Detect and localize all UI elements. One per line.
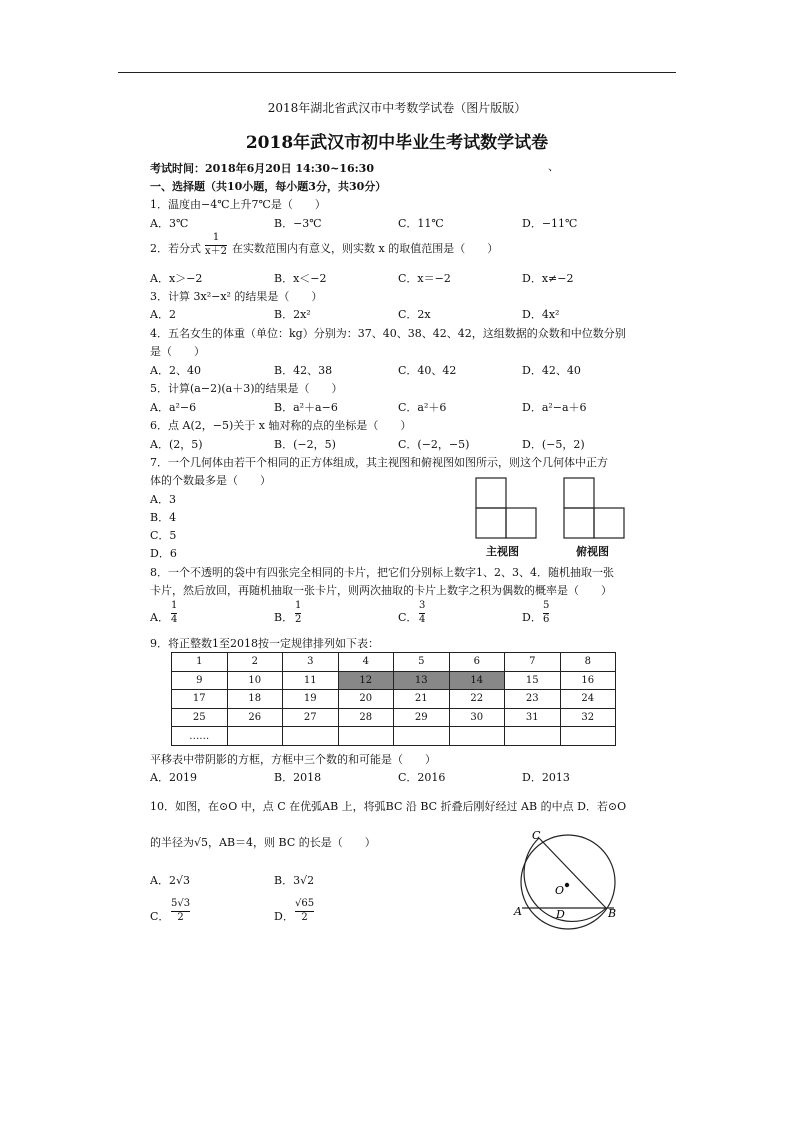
label-a: A (514, 905, 522, 918)
q10-option-b: B．3√2 (274, 874, 315, 887)
q2-denominator: x＋2 (205, 245, 228, 257)
table-cell: 29 (394, 708, 450, 727)
table-cell: 4 (338, 653, 394, 672)
q10-option-d-letter: D． (274, 910, 294, 923)
table-cell: 6 (449, 653, 505, 672)
numerator: 3 (419, 600, 426, 611)
q7-option-d: D．6 (150, 547, 177, 560)
q2-fraction (205, 233, 227, 257)
center-point (565, 883, 569, 887)
numerator: 1 (171, 600, 178, 611)
table-cell: 9 (172, 671, 228, 690)
top-view-cell (594, 508, 624, 538)
table-cell (449, 727, 505, 746)
table-cell: 11 (283, 671, 339, 690)
table-cell: 3 (283, 653, 339, 672)
table-cell: …… (172, 727, 228, 746)
table-cell (338, 727, 394, 746)
q10-option-c-letter: C． (150, 910, 170, 923)
q8-option-a-letter: A． (150, 611, 169, 624)
q3-option-a: A．2 (150, 308, 176, 321)
q5-option-b: B．a²＋a−6 (274, 401, 338, 414)
front-view-label: 主视图 (486, 545, 519, 558)
folded-arc-bc (524, 838, 606, 921)
chord-bc (539, 838, 606, 908)
table-cell: 21 (394, 690, 450, 709)
question-9: 9．将正整数1至2018按一定规律排列如下表： (150, 637, 379, 650)
front-view-cell (476, 508, 506, 538)
q2-option-c: C．x＝−2 (398, 272, 451, 285)
question-9-after: 平移表中带阴影的方框，方框中三个数的和可能是（ ） (150, 753, 436, 766)
table-cell (505, 727, 561, 746)
top-rule (118, 72, 676, 73)
question-10-line1: 10．如图，在⊙O 中，点 C 在优弧AB 上，将弧BC 沿 BC 折叠后刚好经过 AB 的中点 D．若⊙O (150, 800, 627, 813)
table-cell: 25 (172, 708, 228, 727)
table-cell: 23 (505, 690, 561, 709)
table-cell: 17 (172, 690, 228, 709)
q5-option-a: A．a²−6 (150, 401, 197, 414)
q3-option-b: B．2x² (274, 308, 311, 321)
table-cell (283, 727, 339, 746)
q9-option-d: D．2013 (522, 771, 570, 784)
q6-option-b: B．(−2，5) (274, 438, 336, 451)
page-title: 2018年武汉市初中毕业生考试数学试卷 (245, 133, 549, 153)
table-cell: 8 (560, 653, 616, 672)
q9-option-a: A．2019 (150, 771, 197, 784)
top-view-cell (564, 508, 594, 538)
table-row (172, 690, 616, 709)
q8-option-c-letter: C． (398, 611, 418, 624)
q2-option-a: A．x＞−2 (150, 272, 203, 285)
q5-option-d: D．a²−a＋6 (522, 401, 587, 414)
denominator: 2 (295, 613, 302, 625)
table-cell: 2 (227, 653, 283, 672)
table-cell: 1 (172, 653, 228, 672)
q5-option-c: C．a²＋6 (398, 401, 447, 414)
q8-option-c (419, 601, 425, 625)
table-cell: 31 (505, 708, 561, 727)
circle-o (521, 835, 615, 929)
q3-option-c: C．2x (398, 308, 431, 321)
q10-option-a: A．2√3 (150, 874, 190, 887)
denominator: 2 (177, 911, 184, 923)
table-cell: 26 (227, 708, 283, 727)
q3-option-d: D．4x² (522, 308, 560, 321)
numerator: 5 (543, 600, 550, 611)
question-7-line2: 体的个数最多是（ ） (150, 474, 271, 487)
q10-option-d (295, 899, 314, 923)
section-heading: 一、选择题（共10小题，每小题3分，共30分） (150, 180, 387, 193)
table-cell: 16 (560, 671, 616, 690)
denominator: 4 (171, 613, 178, 625)
q7-option-a: A．3 (150, 493, 176, 506)
q7-option-b: B．4 (150, 511, 177, 524)
q2-option-b: B．x＜−2 (274, 272, 327, 285)
label-d: D (556, 908, 565, 921)
table-cell: 19 (283, 690, 339, 709)
table-cell: 15 (505, 671, 561, 690)
q8-option-a (171, 601, 177, 625)
question-8-line2: 卡片，然后放回，再随机抽取一张卡片，则两次抽取的卡片上数字之积为偶数的概率是（ ） (150, 584, 612, 597)
question-5: 5．计算(a−2)(a＋3)的结果是（ ） (150, 382, 343, 395)
q9-option-c: C．2016 (398, 771, 446, 784)
exam-time: 考试时间：2018年6月20日 14:30~16:30 (150, 162, 374, 175)
front-view-cell (506, 508, 536, 538)
q10-circle-figure (510, 830, 630, 935)
label-c: C (532, 830, 541, 842)
q2-option-d: D．x≠−2 (522, 272, 574, 285)
table-cell: 5 (394, 653, 450, 672)
q1-option-b: B．−3℃ (274, 217, 322, 230)
q4-option-a: A．2、40 (150, 364, 201, 377)
question-1: 1．温度由−4℃上升7℃是（ ） (150, 198, 326, 211)
q8-option-b-letter: B． (274, 611, 294, 624)
q7-option-c: C．5 (150, 529, 177, 542)
q1-option-a: A．3℃ (150, 217, 189, 230)
question-3: 3．计算 3x²−x² 的结果是（ ） (150, 290, 323, 303)
table-cell: 27 (283, 708, 339, 727)
table-cell: 7 (505, 653, 561, 672)
question-4-line2: 是（ ） (150, 345, 205, 358)
q4-option-d: D．42、40 (522, 364, 581, 377)
q8-option-b (295, 601, 301, 625)
table-cell: 24 (560, 690, 616, 709)
question-4-line1: 4．五名女生的体重（单位：kg）分别为：37、40、38、42、42，这组数据的众数和中位数分别 (150, 327, 626, 340)
label-o: O (555, 884, 565, 897)
page-header: 2018年湖北省武汉市中考数学试卷（图片版版） (267, 101, 527, 115)
shaded-cell: 12 (338, 671, 394, 690)
table-cell (394, 727, 450, 746)
denominator: 4 (419, 613, 426, 625)
stray-mark: 、 (548, 160, 559, 173)
table-cell: 22 (449, 690, 505, 709)
table-cell: 18 (227, 690, 283, 709)
q8-option-d (543, 601, 549, 625)
table-row (172, 653, 616, 672)
top-view-cell (564, 478, 594, 508)
top-view-label: 俯视图 (576, 545, 609, 558)
denominator: 2 (301, 911, 308, 923)
q8-option-d-letter: D． (522, 611, 542, 624)
question-10-line2: 的半径为√5，AB＝4，则 BC 的长是（ ） (150, 836, 376, 849)
numerator: 1 (295, 600, 302, 611)
shaded-cell: 14 (449, 671, 505, 690)
shaded-cell: 13 (394, 671, 450, 690)
table-cell: 30 (449, 708, 505, 727)
label-b: B (608, 907, 617, 920)
q4-option-b: B．42、38 (274, 364, 333, 377)
question-2-pre: 2．若分式 (150, 242, 201, 255)
q1-option-d: D．−11℃ (522, 217, 578, 230)
q2-numerator: 1 (212, 232, 220, 243)
question-7-line1: 7．一个几何体由若干个相同的正方体组成，其主视图和俯视图如图所示，则这个几何体中正方 (150, 456, 608, 469)
table-row (172, 727, 616, 746)
front-view-cell (476, 478, 506, 508)
question-6: 6．点 A(2，−5)关于 x 轴对称的点的坐标是（ ） (150, 419, 412, 432)
q6-option-a: A．(2，5) (150, 438, 203, 451)
numerator: √65 (295, 898, 315, 909)
question-8-line1: 8．一个不透明的袋中有四张完全相同的卡片，把它们分别标上数字1、2、3、4．随机抽取一张 (150, 566, 614, 579)
number-grid-table (171, 652, 616, 746)
q7-views-figure (470, 474, 630, 542)
table-cell (560, 727, 616, 746)
table-row (172, 671, 616, 690)
q10-option-c (171, 899, 190, 923)
question-2-post: 在实数范围内有意义，则实数 x 的取值范围是（ ） (232, 242, 499, 255)
numerator: 5√3 (171, 898, 191, 909)
table-cell: 10 (227, 671, 283, 690)
q9-option-b: B．2018 (274, 771, 322, 784)
q1-option-c: C．11℃ (398, 217, 444, 230)
table-cell: 32 (560, 708, 616, 727)
table-cell (227, 727, 283, 746)
table-cell: 28 (338, 708, 394, 727)
table-row (172, 708, 616, 727)
q6-option-c: C．(−2，−5) (398, 438, 470, 451)
table-cell: 20 (338, 690, 394, 709)
denominator: 6 (543, 613, 550, 625)
q6-option-d: D．(−5，2) (522, 438, 585, 451)
q4-option-c: C．40、42 (398, 364, 457, 377)
